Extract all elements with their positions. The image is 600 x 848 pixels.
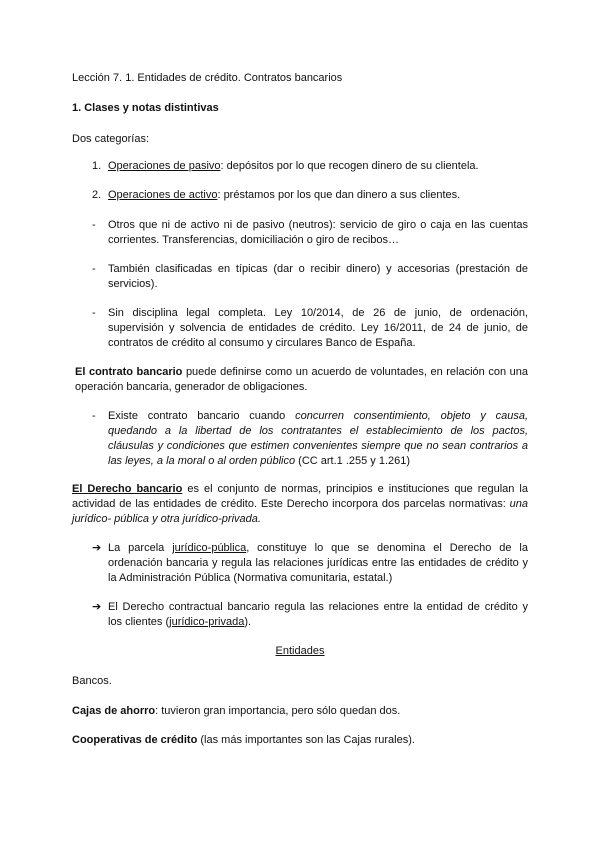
arrow-icon: ➔ (92, 601, 102, 613)
section-title: 1. Clases y notas distintivas (72, 102, 219, 114)
contrato-bancario-paragraph: El contrato bancario puede definirse como un acuerdo de voluntades, en relación con una operación bancaria, generador de obligaciones. (75, 366, 528, 393)
intro-text: Dos categorías: (72, 133, 150, 145)
cooperativas-text: Cooperativas de crédito (las más importantes son las Cajas rurales). (72, 734, 415, 746)
entidades-heading: Entidades (275, 645, 325, 657)
term-pasivo: Operaciones de pasivo (108, 160, 221, 172)
derecho-bancario-paragraph: El Derecho bancario es el conjunto de normas, principios e instituciones que regulan la actividad de las entidades de crédito. Este Derecho incorpora dos parcelas normativas: una jurídico- pública y otra jurídico-privada. (72, 483, 528, 525)
bancos-text: Bancos. (72, 675, 112, 687)
term-derecho-bancario: El Derecho bancario (72, 483, 183, 495)
document-page: Lección 7. 1. Entidades de crédito. Contratos bancarios 1. Clases y notas distintivas Dos categorías: 1. Operaciones de pasivo: depósitos por lo que recogen dinero de su clientela. 2. Operaciones de activo: préstamos por los que dan dinero a sus clientes. - Otros que ni de activo ni de pasivo (neutros): servicio de giro o caja en las cuentas corrientes. Transferencias, domiciliación o giro de recibos… - También clasificadas en típicas (dar o recibir dinero) y accesorias (prestación de servicios). - Sin disciplina legal completa. Ley 10/2014, de 26 de junio, de ordenación, supervisión y solvencia de entidades de crédito. Ley 16/2011, de 24 de junio, de contratos de crédito al consumo y circulares Banco de España. El contrato bancario puede definirse como un acuerdo de voluntades, en relación con una operación bancaria, generador de obligaciones. - Existe contrato bancario cuando concurren consentimiento, objeto y causa, quedando a la libertad de los contratantes el establecimiento de los pactos, cláusulas y condiciones que estimen convenientes siempre que no sean contrarios a las leyes, a la moral o al orden público (CC art.1 .255 y 1.261) El Derecho bancario es el conjunto de normas, principios e instituciones que regulan la actividad de las entidades de crédito. Este Derecho incorpora dos parcelas normativas: una jurídico- pública y otra jurídico-privada. ➔ La parcela jurídico-pública, constituye lo que se denomina el Derecho de la ordenación bancaria y regula las relaciones jurídicas entre las entidades de crédito y la Administración Pública (Normativa comunitaria, estatal.) ➔ El Derecho contractual bancario regula las relaciones entre la entidad de crédito y los clientes (jurídico-privada). Entidades Bancos. Cajas de ahorro: tuvieron gran importancia, pero sólo quedan dos. Cooperativas de crédito (las más importantes son las Cajas rurales). (72, 72, 528, 746)
term-activo: Operaciones de activo (108, 189, 218, 201)
term-contrato-bancario: El contrato bancario (75, 366, 183, 378)
arrow-icon: ➔ (92, 542, 102, 554)
cajas-text: Cajas de ahorro: tuvieron gran importancia, pero sólo quedan dos. (72, 705, 401, 717)
lesson-header: Lección 7. 1. Entidades de crédito. Contratos bancarios (72, 72, 343, 84)
